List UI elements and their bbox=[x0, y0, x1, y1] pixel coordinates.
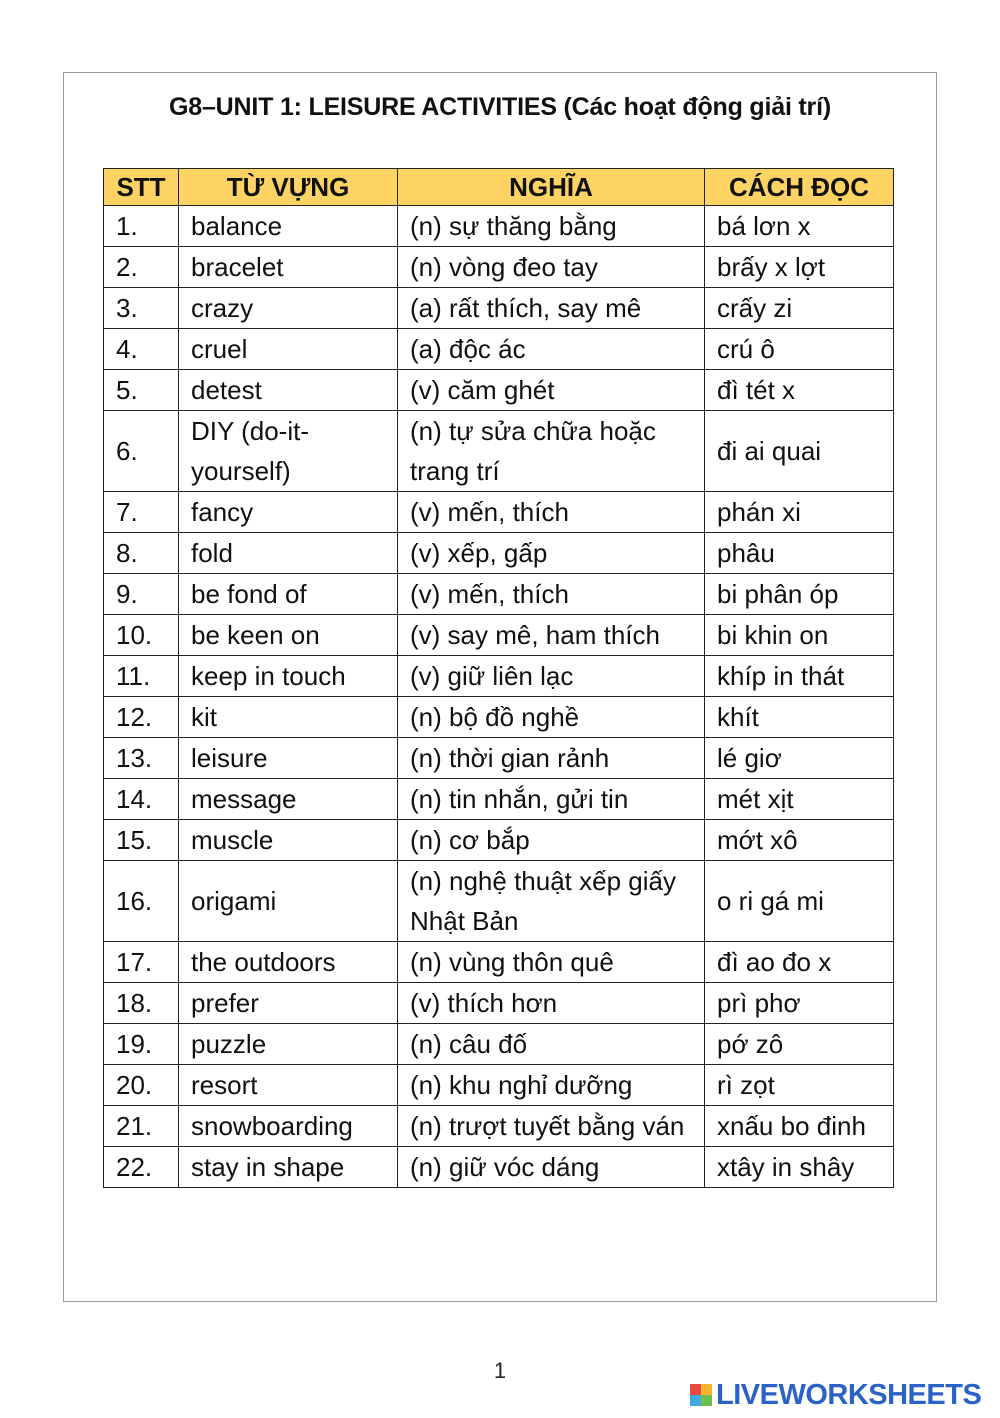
row-number: 5. bbox=[104, 370, 179, 411]
row-meaning: (v) căm ghét bbox=[398, 370, 705, 411]
row-number: 14. bbox=[104, 779, 179, 820]
row-pronunciation: đì tét x bbox=[705, 370, 894, 411]
row-word: bracelet bbox=[179, 247, 398, 288]
table-row bbox=[104, 206, 894, 247]
row-pronunciation: pớ zô bbox=[705, 1024, 894, 1065]
row-meaning: (n) bộ đồ nghề bbox=[398, 697, 705, 738]
row-meaning: (a) độc ác bbox=[398, 329, 705, 370]
vocabulary-table bbox=[103, 168, 894, 1188]
row-number: 4. bbox=[104, 329, 179, 370]
table-row bbox=[104, 861, 894, 942]
row-word: cruel bbox=[179, 329, 398, 370]
row-meaning: (v) say mê, ham thích bbox=[398, 615, 705, 656]
row-pronunciation: đì ao đo x bbox=[705, 942, 894, 983]
row-word: be fond of bbox=[179, 574, 398, 615]
header-meaning: NGHĨA bbox=[398, 169, 705, 206]
row-word: detest bbox=[179, 370, 398, 411]
row-number: 7. bbox=[104, 492, 179, 533]
row-meaning: (v) mến, thích bbox=[398, 574, 705, 615]
row-word: snowboarding bbox=[179, 1106, 398, 1147]
row-pronunciation: xnấu bo đinh bbox=[705, 1106, 894, 1147]
row-pronunciation: xtây in shây bbox=[705, 1147, 894, 1188]
page-title: G8–UNIT 1: LEISURE ACTIVITIES (Các hoạt động giải trí) bbox=[169, 93, 831, 121]
table-row bbox=[104, 533, 894, 574]
row-number: 22. bbox=[104, 1147, 179, 1188]
table-row bbox=[104, 1024, 894, 1065]
header-pronunciation: CÁCH ĐỌC bbox=[705, 169, 894, 206]
table-row bbox=[104, 820, 894, 861]
row-word: fold bbox=[179, 533, 398, 574]
row-word: keep in touch bbox=[179, 656, 398, 697]
row-meaning: (n) vòng đeo tay bbox=[398, 247, 705, 288]
row-meaning: (n) cơ bắp bbox=[398, 820, 705, 861]
row-number: 12. bbox=[104, 697, 179, 738]
row-number: 2. bbox=[104, 247, 179, 288]
row-word: DIY (do-it-yourself) bbox=[179, 411, 398, 492]
row-pronunciation: khíp in thát bbox=[705, 656, 894, 697]
row-meaning: (n) thời gian rảnh bbox=[398, 738, 705, 779]
liveworksheets-logo-icon bbox=[690, 1384, 712, 1406]
table-row bbox=[104, 370, 894, 411]
row-meaning: (n) vùng thôn quê bbox=[398, 942, 705, 983]
page-number: 1 bbox=[493, 1358, 507, 1383]
table-row bbox=[104, 779, 894, 820]
row-number: 13. bbox=[104, 738, 179, 779]
row-meaning: (v) mến, thích bbox=[398, 492, 705, 533]
row-pronunciation: bá lơn x bbox=[705, 206, 894, 247]
row-number: 1. bbox=[104, 206, 179, 247]
row-number: 10. bbox=[104, 615, 179, 656]
row-pronunciation: khít bbox=[705, 697, 894, 738]
row-word: prefer bbox=[179, 983, 398, 1024]
table-row bbox=[104, 738, 894, 779]
row-number: 6. bbox=[104, 411, 179, 492]
row-pronunciation: crú ô bbox=[705, 329, 894, 370]
row-pronunciation: phán xi bbox=[705, 492, 894, 533]
row-meaning: (n) tự sửa chữa hoặc trang trí bbox=[398, 411, 705, 492]
row-meaning: (a) rất thích, say mê bbox=[398, 288, 705, 329]
row-word: kit bbox=[179, 697, 398, 738]
row-number: 20. bbox=[104, 1065, 179, 1106]
row-meaning: (n) tin nhắn, gửi tin bbox=[398, 779, 705, 820]
table-row bbox=[104, 1106, 894, 1147]
row-word: stay in shape bbox=[179, 1147, 398, 1188]
row-word: balance bbox=[179, 206, 398, 247]
row-word: origami bbox=[179, 861, 398, 942]
row-meaning: (n) trượt tuyết bằng ván bbox=[398, 1106, 705, 1147]
row-word: puzzle bbox=[179, 1024, 398, 1065]
row-number: 11. bbox=[104, 656, 179, 697]
table-row bbox=[104, 656, 894, 697]
table-row bbox=[104, 492, 894, 533]
row-meaning: (v) xếp, gấp bbox=[398, 533, 705, 574]
row-word: resort bbox=[179, 1065, 398, 1106]
row-pronunciation: bi phân óp bbox=[705, 574, 894, 615]
row-meaning: (n) câu đố bbox=[398, 1024, 705, 1065]
row-pronunciation: o ri gá mi bbox=[705, 861, 894, 942]
brand-name: LIVEWORKSHEETS bbox=[716, 1379, 982, 1411]
row-meaning: (v) giữ liên lạc bbox=[398, 656, 705, 697]
row-pronunciation: mớt xô bbox=[705, 820, 894, 861]
table-row bbox=[104, 615, 894, 656]
header-stt: STT bbox=[104, 169, 179, 206]
table-row bbox=[104, 697, 894, 738]
liveworksheets-brand[interactable] bbox=[690, 1378, 981, 1412]
row-pronunciation: lé giơ bbox=[705, 738, 894, 779]
row-number: 17. bbox=[104, 942, 179, 983]
row-number: 16. bbox=[104, 861, 179, 942]
table-row bbox=[104, 288, 894, 329]
row-pronunciation: brấy x lợt bbox=[705, 247, 894, 288]
table-row bbox=[104, 411, 894, 492]
row-pronunciation: đi ai quai bbox=[705, 411, 894, 492]
row-pronunciation: mét xịt bbox=[705, 779, 894, 820]
row-meaning: (v) thích hơn bbox=[398, 983, 705, 1024]
row-meaning: (n) giữ vóc dáng bbox=[398, 1147, 705, 1188]
table-header-row bbox=[104, 169, 894, 206]
row-number: 15. bbox=[104, 820, 179, 861]
table-row bbox=[104, 1147, 894, 1188]
row-word: muscle bbox=[179, 820, 398, 861]
row-number: 3. bbox=[104, 288, 179, 329]
row-number: 19. bbox=[104, 1024, 179, 1065]
row-word: be keen on bbox=[179, 615, 398, 656]
row-number: 9. bbox=[104, 574, 179, 615]
table-row bbox=[104, 1065, 894, 1106]
table-row bbox=[104, 247, 894, 288]
row-pronunciation: crấy zi bbox=[705, 288, 894, 329]
row-meaning: (n) sự thăng bằng bbox=[398, 206, 705, 247]
row-word: leisure bbox=[179, 738, 398, 779]
row-pronunciation: rì zọt bbox=[705, 1065, 894, 1106]
header-word: TỪ VỰNG bbox=[179, 169, 398, 206]
table-row bbox=[104, 942, 894, 983]
row-number: 18. bbox=[104, 983, 179, 1024]
table-row bbox=[104, 983, 894, 1024]
row-word: crazy bbox=[179, 288, 398, 329]
row-pronunciation: bi khin on bbox=[705, 615, 894, 656]
row-number: 21. bbox=[104, 1106, 179, 1147]
row-pronunciation: prì phơ bbox=[705, 983, 894, 1024]
table-row bbox=[104, 329, 894, 370]
table-row bbox=[104, 574, 894, 615]
row-number: 8. bbox=[104, 533, 179, 574]
row-word: message bbox=[179, 779, 398, 820]
row-word: the outdoors bbox=[179, 942, 398, 983]
row-word: fancy bbox=[179, 492, 398, 533]
row-meaning: (n) khu nghỉ dưỡng bbox=[398, 1065, 705, 1106]
row-meaning: (n) nghệ thuật xếp giấy Nhật Bản bbox=[398, 861, 705, 942]
row-pronunciation: phâu bbox=[705, 533, 894, 574]
